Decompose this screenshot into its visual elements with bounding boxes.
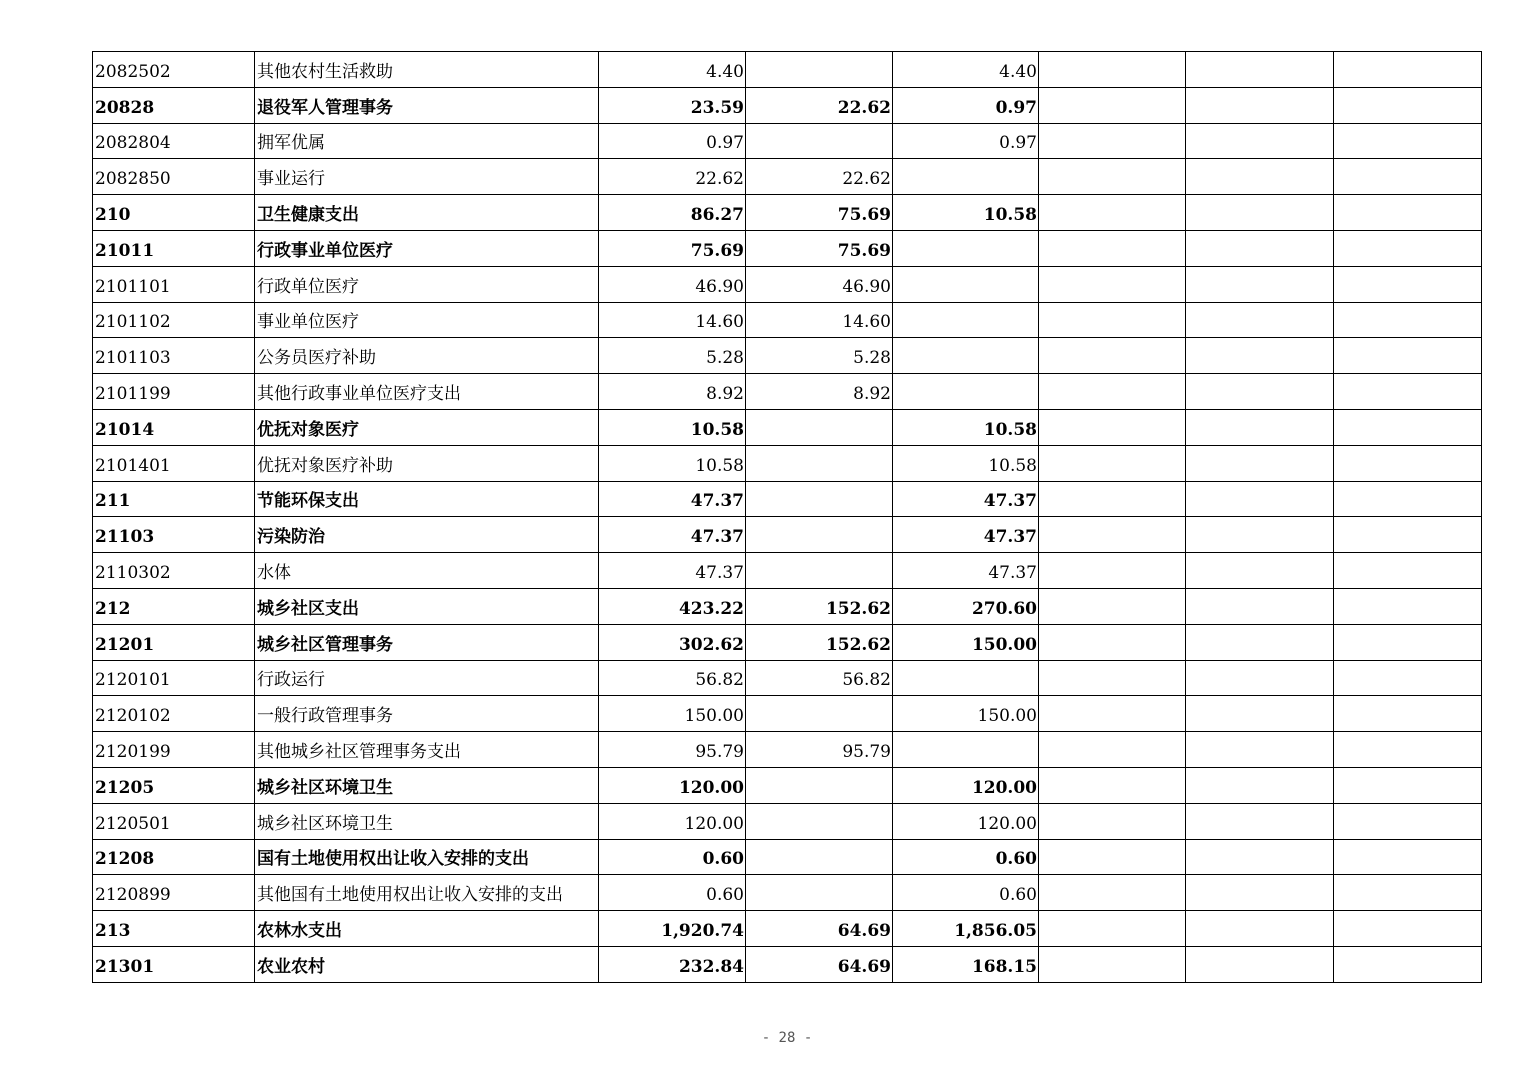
cell-empty [1039, 195, 1186, 231]
cell-empty [1039, 230, 1186, 266]
cell-project: 0.97 [893, 123, 1039, 159]
cell-basic: 46.90 [746, 266, 893, 302]
cell-total: 0.97 [599, 123, 746, 159]
cell-empty [1334, 159, 1482, 195]
cell-basic [746, 875, 893, 911]
cell-total: 47.37 [599, 481, 746, 517]
cell-project [893, 159, 1039, 195]
cell-basic: 22.62 [746, 87, 893, 123]
cell-empty [1039, 767, 1186, 803]
cell-empty [1334, 517, 1482, 553]
budget-expenditure-table [92, 51, 1482, 983]
cell-empty [1334, 302, 1482, 338]
cell-name: 城乡社区环境卫生 [255, 803, 599, 839]
cell-name: 节能环保支出 [255, 481, 599, 517]
cell-name: 退役军人管理事务 [255, 87, 599, 123]
cell-code: 2082502 [93, 52, 255, 88]
table-row [93, 624, 1482, 660]
cell-basic: 8.92 [746, 374, 893, 410]
cell-empty [1039, 302, 1186, 338]
cell-basic: 75.69 [746, 230, 893, 266]
cell-empty [1334, 911, 1482, 947]
cell-basic [746, 445, 893, 481]
cell-project: 0.97 [893, 87, 1039, 123]
cell-total: 0.60 [599, 839, 746, 875]
cell-basic: 64.69 [746, 911, 893, 947]
cell-total: 0.60 [599, 875, 746, 911]
cell-code: 213 [93, 911, 255, 947]
cell-empty [1039, 803, 1186, 839]
cell-code: 2110302 [93, 553, 255, 589]
cell-empty [1186, 159, 1334, 195]
cell-total: 75.69 [599, 230, 746, 266]
cell-code: 211 [93, 481, 255, 517]
cell-empty [1186, 588, 1334, 624]
cell-basic: 22.62 [746, 159, 893, 195]
cell-empty [1334, 553, 1482, 589]
cell-basic: 152.62 [746, 624, 893, 660]
cell-empty [1039, 946, 1186, 982]
cell-code: 21301 [93, 946, 255, 982]
cell-empty [1334, 732, 1482, 768]
cell-empty [1186, 302, 1334, 338]
cell-name: 行政单位医疗 [255, 266, 599, 302]
cell-code: 2120199 [93, 732, 255, 768]
cell-code: 2082804 [93, 123, 255, 159]
cell-total: 120.00 [599, 767, 746, 803]
cell-name: 卫生健康支出 [255, 195, 599, 231]
cell-code: 2101102 [93, 302, 255, 338]
cell-name: 公务员医疗补助 [255, 338, 599, 374]
cell-name: 其他城乡社区管理事务支出 [255, 732, 599, 768]
cell-code: 21201 [93, 624, 255, 660]
cell-code: 2120899 [93, 875, 255, 911]
cell-basic [746, 696, 893, 732]
cell-empty [1186, 767, 1334, 803]
cell-name: 污染防治 [255, 517, 599, 553]
cell-name: 农林水支出 [255, 911, 599, 947]
cell-total: 86.27 [599, 195, 746, 231]
cell-empty [1186, 732, 1334, 768]
cell-empty [1039, 266, 1186, 302]
cell-empty [1334, 445, 1482, 481]
cell-project: 150.00 [893, 624, 1039, 660]
cell-empty [1186, 409, 1334, 445]
cell-project: 47.37 [893, 481, 1039, 517]
cell-project: 120.00 [893, 767, 1039, 803]
cell-project: 10.58 [893, 409, 1039, 445]
cell-empty [1039, 732, 1186, 768]
cell-empty [1334, 481, 1482, 517]
cell-total: 46.90 [599, 266, 746, 302]
cell-basic: 14.60 [746, 302, 893, 338]
cell-basic [746, 803, 893, 839]
cell-total: 14.60 [599, 302, 746, 338]
cell-name: 行政运行 [255, 660, 599, 696]
cell-project [893, 302, 1039, 338]
cell-total: 423.22 [599, 588, 746, 624]
cell-name: 优抚对象医疗补助 [255, 445, 599, 481]
cell-basic [746, 517, 893, 553]
cell-project [893, 266, 1039, 302]
cell-name: 优抚对象医疗 [255, 409, 599, 445]
table-row [93, 946, 1482, 982]
cell-empty [1039, 911, 1186, 947]
table-row [93, 803, 1482, 839]
cell-empty [1334, 230, 1482, 266]
cell-basic: 64.69 [746, 946, 893, 982]
cell-total: 150.00 [599, 696, 746, 732]
table-body [93, 52, 1482, 983]
cell-basic [746, 839, 893, 875]
table-row [93, 302, 1482, 338]
cell-total: 56.82 [599, 660, 746, 696]
table-row [93, 553, 1482, 589]
cell-basic: 56.82 [746, 660, 893, 696]
cell-total: 23.59 [599, 87, 746, 123]
cell-project: 4.40 [893, 52, 1039, 88]
cell-empty [1334, 696, 1482, 732]
cell-empty [1039, 87, 1186, 123]
cell-empty [1039, 445, 1186, 481]
cell-empty [1334, 266, 1482, 302]
cell-empty [1039, 588, 1186, 624]
cell-empty [1039, 696, 1186, 732]
cell-basic: 95.79 [746, 732, 893, 768]
cell-empty [1334, 803, 1482, 839]
cell-empty [1334, 839, 1482, 875]
table-row [93, 87, 1482, 123]
cell-project [893, 732, 1039, 768]
cell-name: 一般行政管理事务 [255, 696, 599, 732]
cell-total: 5.28 [599, 338, 746, 374]
cell-empty [1039, 839, 1186, 875]
cell-empty [1039, 517, 1186, 553]
cell-empty [1186, 696, 1334, 732]
cell-total: 95.79 [599, 732, 746, 768]
cell-empty [1334, 946, 1482, 982]
cell-empty [1186, 911, 1334, 947]
cell-name: 城乡社区支出 [255, 588, 599, 624]
cell-project: 10.58 [893, 445, 1039, 481]
table-row [93, 517, 1482, 553]
table-row [93, 767, 1482, 803]
cell-name: 其他行政事业单位医疗支出 [255, 374, 599, 410]
cell-total: 1,920.74 [599, 911, 746, 947]
cell-code: 210 [93, 195, 255, 231]
cell-empty [1186, 553, 1334, 589]
cell-basic [746, 553, 893, 589]
table-row [93, 696, 1482, 732]
cell-code: 212 [93, 588, 255, 624]
cell-empty [1186, 123, 1334, 159]
table-row [93, 481, 1482, 517]
cell-code: 2082850 [93, 159, 255, 195]
table-row [93, 588, 1482, 624]
cell-empty [1039, 52, 1186, 88]
cell-name: 其他国有土地使用权出让收入安排的支出 [255, 875, 599, 911]
cell-empty [1039, 123, 1186, 159]
table-row [93, 230, 1482, 266]
cell-basic [746, 481, 893, 517]
cell-project [893, 374, 1039, 410]
cell-project [893, 660, 1039, 696]
cell-code: 2101101 [93, 266, 255, 302]
cell-code: 21205 [93, 767, 255, 803]
cell-project: 10.58 [893, 195, 1039, 231]
cell-basic [746, 767, 893, 803]
cell-empty [1186, 946, 1334, 982]
table-row [93, 338, 1482, 374]
cell-project: 150.00 [893, 696, 1039, 732]
cell-name: 拥军优属 [255, 123, 599, 159]
cell-name: 事业运行 [255, 159, 599, 195]
cell-basic [746, 52, 893, 88]
cell-empty [1186, 374, 1334, 410]
table-row [93, 445, 1482, 481]
cell-empty [1186, 445, 1334, 481]
cell-empty [1039, 374, 1186, 410]
cell-total: 8.92 [599, 374, 746, 410]
cell-empty [1186, 517, 1334, 553]
cell-total: 22.62 [599, 159, 746, 195]
table-row [93, 52, 1482, 88]
page-number: - 28 - [761, 1030, 813, 1046]
cell-empty [1039, 159, 1186, 195]
cell-total: 10.58 [599, 445, 746, 481]
cell-project: 47.37 [893, 517, 1039, 553]
cell-project: 0.60 [893, 875, 1039, 911]
cell-code: 21014 [93, 409, 255, 445]
cell-empty [1334, 767, 1482, 803]
cell-basic [746, 409, 893, 445]
cell-code: 2120101 [93, 660, 255, 696]
cell-empty [1334, 588, 1482, 624]
cell-empty [1186, 52, 1334, 88]
cell-code: 2101103 [93, 338, 255, 374]
cell-empty [1186, 266, 1334, 302]
cell-total: 4.40 [599, 52, 746, 88]
cell-project: 270.60 [893, 588, 1039, 624]
cell-empty [1334, 195, 1482, 231]
cell-empty [1039, 481, 1186, 517]
cell-empty [1039, 553, 1186, 589]
table-row [93, 409, 1482, 445]
cell-name: 城乡社区管理事务 [255, 624, 599, 660]
cell-project: 120.00 [893, 803, 1039, 839]
cell-code: 21103 [93, 517, 255, 553]
table-row [93, 732, 1482, 768]
cell-total: 120.00 [599, 803, 746, 839]
cell-empty [1039, 875, 1186, 911]
cell-basic: 5.28 [746, 338, 893, 374]
cell-total: 302.62 [599, 624, 746, 660]
cell-empty [1039, 409, 1186, 445]
cell-empty [1334, 660, 1482, 696]
cell-project: 0.60 [893, 839, 1039, 875]
cell-code: 2120102 [93, 696, 255, 732]
cell-empty [1186, 230, 1334, 266]
cell-basic: 152.62 [746, 588, 893, 624]
cell-total: 10.58 [599, 409, 746, 445]
cell-empty [1186, 195, 1334, 231]
table-row [93, 875, 1482, 911]
cell-name: 其他农村生活救助 [255, 52, 599, 88]
cell-empty [1186, 875, 1334, 911]
cell-empty [1334, 624, 1482, 660]
cell-basic [746, 123, 893, 159]
cell-empty [1334, 374, 1482, 410]
cell-name: 城乡社区环境卫生 [255, 767, 599, 803]
cell-name: 水体 [255, 553, 599, 589]
cell-total: 47.37 [599, 517, 746, 553]
cell-project: 168.15 [893, 946, 1039, 982]
cell-code: 2101401 [93, 445, 255, 481]
cell-empty [1039, 624, 1186, 660]
cell-empty [1186, 481, 1334, 517]
table-row [93, 660, 1482, 696]
cell-empty [1186, 87, 1334, 123]
cell-name: 农业农村 [255, 946, 599, 982]
cell-code: 2101199 [93, 374, 255, 410]
table-row [93, 839, 1482, 875]
cell-code: 20828 [93, 87, 255, 123]
table-row [93, 911, 1482, 947]
cell-name: 事业单位医疗 [255, 302, 599, 338]
cell-empty [1039, 660, 1186, 696]
cell-total: 47.37 [599, 553, 746, 589]
cell-empty [1186, 624, 1334, 660]
cell-empty [1334, 338, 1482, 374]
cell-code: 2120501 [93, 803, 255, 839]
table-row [93, 123, 1482, 159]
cell-name: 行政事业单位医疗 [255, 230, 599, 266]
cell-name: 国有土地使用权出让收入安排的支出 [255, 839, 599, 875]
cell-project [893, 338, 1039, 374]
cell-empty [1334, 875, 1482, 911]
cell-code: 21011 [93, 230, 255, 266]
cell-empty [1186, 338, 1334, 374]
cell-code: 21208 [93, 839, 255, 875]
cell-empty [1039, 338, 1186, 374]
table-row [93, 374, 1482, 410]
cell-empty [1334, 123, 1482, 159]
cell-empty [1334, 409, 1482, 445]
cell-project: 47.37 [893, 553, 1039, 589]
cell-empty [1186, 803, 1334, 839]
cell-basic: 75.69 [746, 195, 893, 231]
table-row [93, 159, 1482, 195]
cell-empty [1334, 52, 1482, 88]
cell-empty [1186, 660, 1334, 696]
cell-empty [1186, 839, 1334, 875]
table-row [93, 195, 1482, 231]
cell-total: 232.84 [599, 946, 746, 982]
cell-project: 1,856.05 [893, 911, 1039, 947]
cell-empty [1334, 87, 1482, 123]
table-row [93, 266, 1482, 302]
cell-project [893, 230, 1039, 266]
